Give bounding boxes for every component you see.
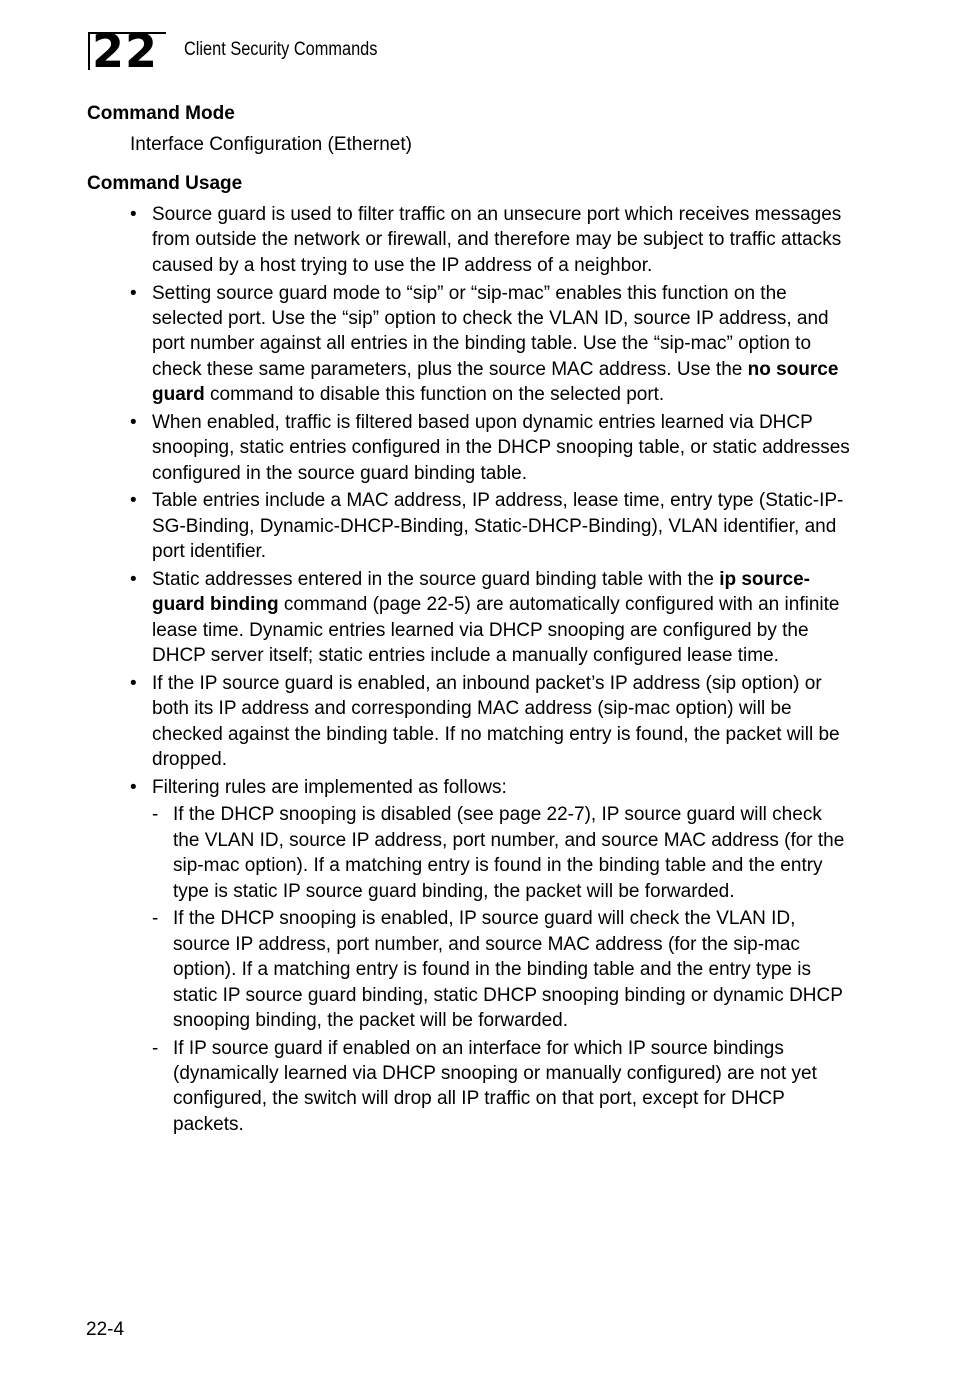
list-item	[130, 281, 850, 408]
bullet-icon: •	[130, 204, 137, 225]
bullet-icon: •	[130, 411, 137, 433]
sub-list-item	[130, 906, 850, 1033]
list-item	[130, 488, 850, 564]
page-number: 22-4	[86, 1319, 125, 1340]
command-reference: no source guard	[152, 358, 839, 406]
command-reference: ip source-guard binding	[152, 568, 811, 616]
bullet-icon: •	[130, 672, 137, 694]
command-mode-heading: Command Mode	[87, 103, 235, 124]
sub-list-item	[130, 1036, 850, 1138]
list-item	[130, 567, 850, 669]
chapter-number: 22	[92, 24, 159, 78]
list-item	[130, 410, 850, 486]
sub-list-item-text: If the DHCP snooping is disabled (see page 22-7), IP source guard will check the VLAN ID, source IP address, port number, and source MAC address (for the sip-mac option). If a matching entry is found in the binding table and the entry type is static IP source guard binding, the packet will be forwarded.	[173, 804, 845, 902]
list-item-text: Static addresses entered in the source guard binding table with the	[152, 568, 720, 590]
chapter-title: Client Security Commands	[184, 39, 378, 60]
list-item-text: When enabled, traffic is filtered based upon dynamic entries learned via DHCP snooping, static entries configured in the DHCP snooping table, or static addresses configured in the source guard binding table.	[152, 411, 850, 484]
bullet-icon: •	[130, 568, 137, 590]
bullet-icon: •	[130, 776, 137, 798]
sub-list-item-text: If IP source guard if enabled on an interface for which IP source bindings (dynamically learned via DHCP snooping or manually configured) are not yet configured, the switch will drop all IP traffic on that port, except for DHCP packets.	[173, 1037, 817, 1135]
list-item-text: If the IP source guard is enabled, an inbound packet’s IP address (sip option) or both its IP address and corresponding MAC address (sip-mac option) will be checked against the binding table. If no matching entry is found, the packet will be dropped.	[152, 672, 840, 771]
list-item-text: Source guard is used to filter traffic on an unsecure port which receives messages from outside the network or firewall, and therefore may be subject to traffic attacks caused by a host trying to use the IP address of a neighbor.	[152, 204, 842, 276]
sub-list-item-text: If the DHCP snooping is enabled, IP source guard will check the VLAN ID, source IP address, port number, and source MAC address (for the sip-mac option). If a matching entry is found in the binding table and the entry type is static IP source guard binding, static DHCP snooping binding or dynamic DHCP snooping binding, the packet will be forwarded.	[173, 908, 843, 1031]
list-item	[130, 202, 850, 278]
list-item-text: command to disable this function on the selected port.	[204, 384, 665, 406]
list-item-text: Table entries include a MAC address, IP address, lease time, entry type (Static-IP-SG-Binding, Dynamic-DHCP-Binding, Static-DHCP-Binding), VLAN identifier, and port identifier.	[152, 490, 844, 563]
command-usage-list	[130, 202, 850, 1140]
dash-icon: -	[152, 804, 159, 826]
list-item-text: Setting source guard mode to “sip” or “sip-mac” enables this function on the selected port. Use the “sip” option to check the VLAN ID, source IP address, and port number against all entries in the binding table. Use the “sip-mac” option to check these same parameters, plus the source MAC address. Use the	[152, 282, 829, 380]
dash-icon: -	[152, 1037, 159, 1059]
bullet-icon: •	[130, 490, 137, 512]
command-mode-value: Interface Configuration (Ethernet)	[130, 134, 412, 155]
sub-list-item	[130, 802, 850, 904]
dash-icon: -	[152, 908, 159, 930]
list-item	[130, 671, 850, 773]
list-item-text: command (page 22-5) are automatically configured with an infinite lease time. Dynamic entries learned via DHCP snooping are configured by the DHCP server itself; static entries include a manually configured lease time.	[152, 594, 840, 667]
bullet-icon: •	[130, 282, 137, 304]
command-usage-heading: Command Usage	[87, 173, 243, 194]
list-item	[130, 775, 850, 800]
list-item-text: Filtering rules are implemented as follows:	[152, 776, 507, 798]
